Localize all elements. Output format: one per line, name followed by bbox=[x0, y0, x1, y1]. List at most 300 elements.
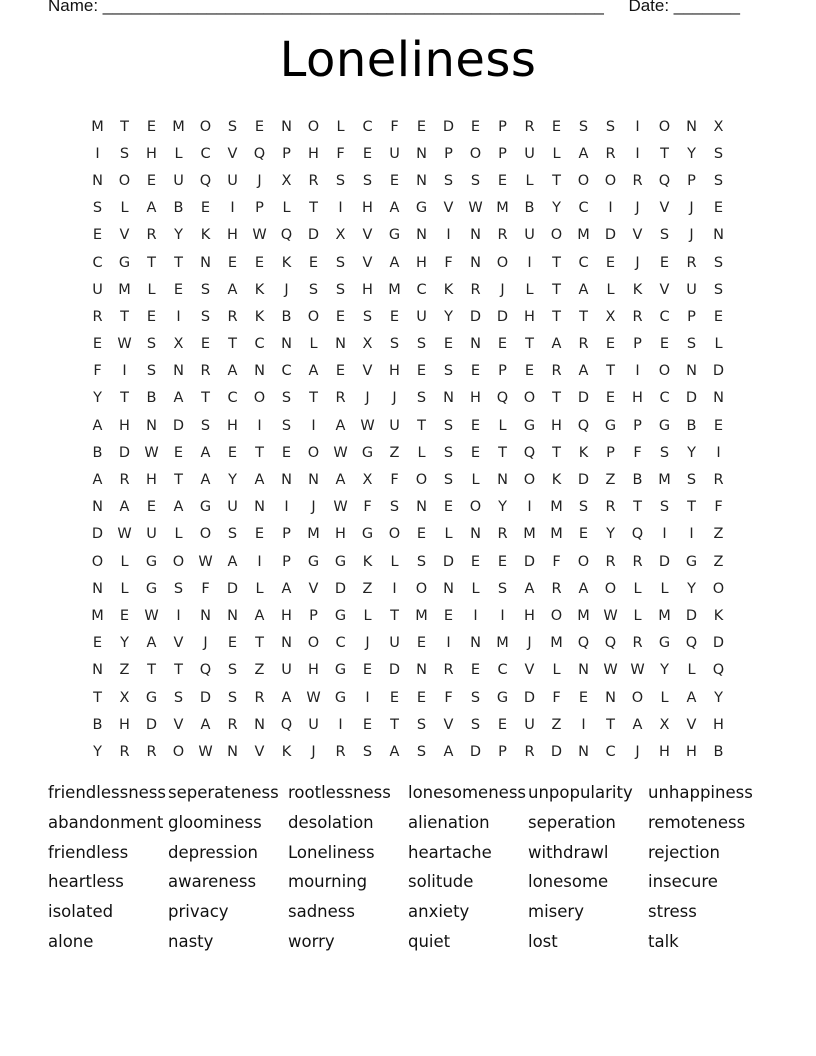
grid-letter: Q bbox=[685, 635, 698, 652]
grid-letter: E bbox=[443, 607, 454, 624]
grid-letter: R bbox=[497, 227, 508, 244]
grid-letter: X bbox=[362, 336, 373, 353]
grid-letter: C bbox=[362, 118, 373, 135]
grid-letter: E bbox=[713, 308, 724, 325]
grid-letter: L bbox=[120, 200, 129, 217]
word-list-item: desolation bbox=[288, 813, 374, 833]
grid-letter: W bbox=[603, 662, 618, 679]
grid-letter: I bbox=[689, 526, 694, 543]
grid-letter: N bbox=[254, 716, 265, 733]
grid-letter: R bbox=[470, 281, 481, 298]
grid-letter: V bbox=[362, 227, 373, 244]
grid-letter: T bbox=[174, 662, 183, 679]
grid-letter: O bbox=[415, 580, 428, 597]
grid-letter: T bbox=[687, 499, 696, 516]
grid-letter: Q bbox=[523, 444, 536, 461]
grid-letter: G bbox=[334, 553, 347, 570]
grid-letter: J bbox=[311, 743, 316, 760]
grid-letter: I bbox=[257, 417, 262, 434]
word-list-item: heartache bbox=[408, 842, 492, 862]
grid-letter: A bbox=[389, 743, 400, 760]
grid-letter: M bbox=[118, 281, 131, 298]
grid-letter: O bbox=[658, 118, 671, 135]
grid-letter: L bbox=[606, 281, 615, 298]
grid-letter: A bbox=[389, 254, 400, 271]
grid-letter: D bbox=[469, 308, 482, 325]
grid-letter: V bbox=[632, 227, 643, 244]
grid-letter: Q bbox=[577, 635, 590, 652]
grid-letter: O bbox=[388, 526, 401, 543]
grid-letter: E bbox=[443, 336, 454, 353]
grid-letter: E bbox=[254, 254, 265, 271]
grid-letter: X bbox=[119, 689, 130, 706]
grid-letter: J bbox=[635, 254, 640, 271]
grid-letter: E bbox=[551, 118, 562, 135]
grid-letter: J bbox=[203, 635, 208, 652]
grid-letter: E bbox=[470, 118, 481, 135]
grid-letter: P bbox=[498, 743, 507, 760]
grid-letter: F bbox=[93, 363, 102, 380]
grid-letter: U bbox=[281, 662, 292, 679]
grid-letter: A bbox=[173, 390, 184, 407]
grid-letter: S bbox=[416, 336, 427, 353]
grid-letter: O bbox=[307, 118, 320, 135]
word-list-item: alone bbox=[48, 931, 94, 951]
grid-letter: M bbox=[658, 607, 671, 624]
grid-letter: C bbox=[578, 200, 589, 217]
grid-letter: L bbox=[174, 145, 183, 162]
grid-letter: H bbox=[389, 363, 400, 380]
grid-letter: E bbox=[605, 390, 616, 407]
grid-letter: S bbox=[281, 390, 292, 407]
grid-letter: H bbox=[524, 607, 535, 624]
grid-letter: K bbox=[362, 553, 373, 570]
grid-letter: R bbox=[632, 308, 643, 325]
grid-letter: E bbox=[254, 526, 265, 543]
grid-letter: I bbox=[473, 607, 478, 624]
grid-letter: T bbox=[390, 716, 399, 733]
grid-letter: O bbox=[307, 308, 320, 325]
grid-letter: N bbox=[686, 363, 697, 380]
grid-letter: O bbox=[550, 607, 563, 624]
grid-letter: L bbox=[660, 580, 669, 597]
grid-letter: N bbox=[92, 662, 103, 679]
grid-letter: N bbox=[416, 145, 427, 162]
grid-letter: H bbox=[362, 200, 373, 217]
grid-letter: S bbox=[713, 281, 724, 298]
grid-letter: S bbox=[443, 472, 454, 489]
grid-letter: N bbox=[281, 336, 292, 353]
grid-letter: Q bbox=[604, 635, 617, 652]
grid-letter: E bbox=[578, 526, 589, 543]
grid-letter: T bbox=[552, 444, 561, 461]
grid-letter: V bbox=[524, 662, 535, 679]
word-list-item: heartless bbox=[48, 872, 124, 892]
grid-letter: E bbox=[659, 336, 670, 353]
grid-letter: A bbox=[173, 499, 184, 516]
grid-letter: K bbox=[281, 743, 292, 760]
grid-letter: S bbox=[578, 118, 589, 135]
word-list-item: seperation bbox=[528, 813, 616, 833]
grid-letter: P bbox=[498, 363, 507, 380]
grid-letter: A bbox=[686, 689, 697, 706]
grid-letter: B bbox=[686, 417, 697, 434]
grid-letter: Z bbox=[713, 553, 724, 570]
grid-letter: A bbox=[92, 472, 103, 489]
grid-letter: B bbox=[92, 444, 103, 461]
grid-letter: J bbox=[257, 172, 262, 189]
grid-letter: P bbox=[687, 308, 696, 325]
word-list-item: Loneliness bbox=[288, 842, 375, 862]
grid-letter: W bbox=[144, 607, 159, 624]
grid-letter: E bbox=[497, 336, 508, 353]
grid-letter: Y bbox=[93, 390, 102, 407]
grid-letter: S bbox=[659, 499, 670, 516]
grid-letter: O bbox=[712, 580, 725, 597]
grid-letter: E bbox=[146, 499, 157, 516]
grid-letter: I bbox=[338, 200, 343, 217]
grid-letter: T bbox=[633, 499, 642, 516]
grid-letter: S bbox=[308, 281, 319, 298]
grid-letter: N bbox=[281, 118, 292, 135]
grid-letter: L bbox=[282, 200, 291, 217]
grid-letter: E bbox=[416, 526, 427, 543]
grid-letter: S bbox=[281, 417, 292, 434]
grid-letter: W bbox=[468, 200, 483, 217]
grid-letter: Q bbox=[577, 417, 590, 434]
word-list-item: unhappiness bbox=[648, 783, 753, 803]
grid-letter: V bbox=[227, 145, 238, 162]
grid-letter: E bbox=[416, 363, 427, 380]
grid-letter: J bbox=[689, 200, 694, 217]
grid-letter: N bbox=[713, 227, 724, 244]
grid-letter: S bbox=[173, 580, 184, 597]
grid-letter: Q bbox=[199, 662, 212, 679]
word-list-item: mourning bbox=[288, 872, 368, 892]
grid-letter: S bbox=[389, 499, 400, 516]
grid-letter: O bbox=[199, 526, 212, 543]
grid-letter: V bbox=[659, 281, 670, 298]
grid-letter: J bbox=[500, 281, 505, 298]
grid-letter: H bbox=[227, 417, 238, 434]
grid-letter: S bbox=[470, 716, 481, 733]
grid-letter: K bbox=[200, 227, 211, 244]
grid-letter: A bbox=[200, 472, 211, 489]
grid-letter: D bbox=[685, 390, 698, 407]
grid-letter: L bbox=[147, 281, 156, 298]
grid-letter: A bbox=[146, 635, 157, 652]
grid-letter: X bbox=[173, 336, 184, 353]
grid-letter: L bbox=[552, 662, 561, 679]
grid-letter: L bbox=[525, 281, 534, 298]
grid-letter: E bbox=[659, 254, 670, 271]
grid-letter: D bbox=[91, 526, 104, 543]
grid-letter: S bbox=[227, 118, 238, 135]
grid-letter: K bbox=[713, 607, 724, 624]
grid-letter: A bbox=[551, 336, 562, 353]
grid-letter: C bbox=[605, 743, 616, 760]
grid-letter: A bbox=[200, 444, 211, 461]
grid-letter: Z bbox=[362, 580, 373, 597]
grid-letter: H bbox=[524, 308, 535, 325]
word-list-item: insecure bbox=[648, 872, 718, 892]
grid-letter: X bbox=[281, 172, 292, 189]
grid-letter: E bbox=[470, 444, 481, 461]
grid-letter: L bbox=[714, 336, 723, 353]
grid-letter: L bbox=[417, 444, 426, 461]
grid-letter: R bbox=[551, 363, 562, 380]
grid-letter: R bbox=[632, 635, 643, 652]
grid-letter: E bbox=[92, 336, 103, 353]
grid-letter: Q bbox=[496, 390, 509, 407]
grid-letter: W bbox=[117, 336, 132, 353]
grid-letter: S bbox=[416, 716, 427, 733]
grid-letter: R bbox=[443, 662, 454, 679]
grid-letter: M bbox=[91, 118, 104, 135]
grid-letter: O bbox=[550, 227, 563, 244]
grid-letter: N bbox=[416, 662, 427, 679]
grid-letter: T bbox=[552, 390, 561, 407]
grid-letter: H bbox=[119, 417, 130, 434]
grid-letter: S bbox=[146, 363, 157, 380]
grid-letter: E bbox=[146, 308, 157, 325]
grid-letter: H bbox=[119, 716, 130, 733]
grid-letter: L bbox=[471, 472, 480, 489]
grid-letter: I bbox=[95, 145, 100, 162]
grid-letter: T bbox=[390, 607, 399, 624]
grid-letter: Y bbox=[606, 526, 615, 543]
grid-letter: O bbox=[91, 553, 104, 570]
grid-letter: H bbox=[686, 743, 697, 760]
grid-letter: E bbox=[92, 635, 103, 652]
grid-letter: M bbox=[415, 607, 428, 624]
grid-letter: U bbox=[389, 145, 400, 162]
word-list-item: awareness bbox=[168, 872, 257, 892]
grid-letter: O bbox=[307, 444, 320, 461]
grid-letter: O bbox=[469, 145, 482, 162]
grid-letter: Q bbox=[658, 172, 671, 189]
grid-letter: O bbox=[307, 635, 320, 652]
grid-letter: E bbox=[173, 281, 184, 298]
grid-letter: P bbox=[444, 145, 453, 162]
grid-letter: B bbox=[173, 200, 184, 217]
grid-letter: E bbox=[524, 363, 535, 380]
grid-letter: S bbox=[470, 689, 481, 706]
grid-letter: Y bbox=[93, 743, 102, 760]
grid-letter: T bbox=[120, 390, 129, 407]
grid-letter: J bbox=[635, 743, 640, 760]
grid-letter: G bbox=[415, 200, 428, 217]
grid-letter: K bbox=[254, 281, 265, 298]
grid-letter: E bbox=[362, 145, 373, 162]
grid-letter: G bbox=[145, 580, 158, 597]
grid-letter: Z bbox=[713, 526, 724, 543]
grid-letter: P bbox=[282, 553, 291, 570]
grid-letter: A bbox=[254, 607, 265, 624]
word-list-item: alienation bbox=[408, 813, 490, 833]
grid-letter: S bbox=[605, 118, 616, 135]
grid-letter: R bbox=[119, 743, 130, 760]
grid-letter: J bbox=[311, 499, 316, 516]
grid-letter: N bbox=[470, 526, 481, 543]
word-list bbox=[48, 778, 768, 956]
grid-letter: F bbox=[444, 254, 453, 271]
grid-letter: U bbox=[146, 526, 157, 543]
grid-letter: E bbox=[227, 444, 238, 461]
grid-letter: A bbox=[200, 716, 211, 733]
grid-letter: A bbox=[578, 363, 589, 380]
grid-letter: R bbox=[335, 743, 346, 760]
grid-letter: E bbox=[416, 635, 427, 652]
grid-letter: D bbox=[712, 635, 725, 652]
grid-letter: I bbox=[176, 607, 181, 624]
grid-letter: D bbox=[577, 472, 590, 489]
grid-letter: Q bbox=[280, 716, 293, 733]
grid-letter: O bbox=[523, 390, 536, 407]
grid-letter: A bbox=[281, 580, 292, 597]
letter-grid bbox=[84, 113, 732, 766]
grid-letter: O bbox=[172, 743, 185, 760]
grid-letter: K bbox=[551, 472, 562, 489]
word-list-item: depression bbox=[168, 842, 259, 862]
grid-letter: S bbox=[713, 172, 724, 189]
grid-letter: F bbox=[390, 118, 399, 135]
grid-letter: N bbox=[578, 662, 589, 679]
word-list-item: solitude bbox=[408, 872, 474, 892]
grid-letter: M bbox=[496, 200, 509, 217]
grid-letter: F bbox=[336, 145, 345, 162]
grid-letter: N bbox=[470, 254, 481, 271]
grid-letter: S bbox=[335, 254, 346, 271]
grid-letter: Q bbox=[253, 145, 266, 162]
grid-letter: R bbox=[524, 118, 535, 135]
grid-letter: N bbox=[416, 499, 427, 516]
grid-letter: T bbox=[255, 444, 264, 461]
grid-letter: Y bbox=[660, 662, 669, 679]
grid-letter: P bbox=[282, 145, 291, 162]
grid-letter: M bbox=[550, 526, 563, 543]
grid-letter: A bbox=[443, 743, 454, 760]
grid-letter: R bbox=[578, 336, 589, 353]
grid-letter: S bbox=[146, 336, 157, 353]
word-list-item: gloominess bbox=[168, 813, 262, 833]
grid-letter: A bbox=[632, 716, 643, 733]
grid-letter: Z bbox=[389, 444, 400, 461]
word-list-item: nasty bbox=[168, 931, 214, 951]
grid-letter: L bbox=[390, 553, 399, 570]
grid-letter: R bbox=[308, 172, 319, 189]
grid-letter: T bbox=[120, 308, 129, 325]
grid-letter: I bbox=[716, 444, 721, 461]
word-list-item: quiet bbox=[408, 931, 451, 951]
grid-letter: O bbox=[604, 580, 617, 597]
grid-letter: H bbox=[308, 662, 319, 679]
grid-letter: E bbox=[470, 417, 481, 434]
grid-letter: E bbox=[92, 227, 103, 244]
grid-letter: S bbox=[470, 172, 481, 189]
grid-letter: N bbox=[470, 227, 481, 244]
grid-letter: S bbox=[227, 689, 238, 706]
name-field: Name: _____________________________________________________ bbox=[48, 0, 604, 15]
grid-letter: E bbox=[200, 200, 211, 217]
grid-letter: D bbox=[118, 444, 131, 461]
grid-letter: E bbox=[146, 118, 157, 135]
grid-letter: T bbox=[147, 662, 156, 679]
grid-letter: E bbox=[389, 172, 400, 189]
grid-letter: M bbox=[523, 526, 536, 543]
grid-letter: E bbox=[362, 662, 373, 679]
grid-letter: B bbox=[632, 472, 643, 489]
grid-letter: N bbox=[497, 472, 508, 489]
grid-letter: Z bbox=[551, 716, 562, 733]
grid-letter: D bbox=[712, 363, 725, 380]
grid-letter: P bbox=[687, 172, 696, 189]
grid-letter: C bbox=[659, 390, 670, 407]
grid-letter: S bbox=[362, 172, 373, 189]
grid-letter: K bbox=[632, 281, 643, 298]
grid-letter: S bbox=[686, 336, 697, 353]
grid-letter: D bbox=[442, 118, 455, 135]
grid-letter: A bbox=[92, 417, 103, 434]
grid-letter: S bbox=[416, 743, 427, 760]
grid-letter: W bbox=[360, 417, 375, 434]
page-title: Loneliness bbox=[279, 32, 537, 88]
grid-letter: I bbox=[284, 499, 289, 516]
word-list-item: withdrawl bbox=[528, 842, 609, 862]
grid-letter: T bbox=[174, 254, 183, 271]
grid-letter: S bbox=[119, 145, 130, 162]
grid-letter: L bbox=[525, 172, 534, 189]
grid-letter: N bbox=[470, 336, 481, 353]
grid-letter: R bbox=[227, 308, 238, 325]
grid-letter: H bbox=[227, 227, 238, 244]
grid-letter: E bbox=[389, 308, 400, 325]
grid-letter: R bbox=[119, 472, 130, 489]
grid-letter: A bbox=[254, 472, 265, 489]
grid-letter: O bbox=[577, 172, 590, 189]
grid-letter: N bbox=[254, 363, 265, 380]
grid-letter: G bbox=[496, 689, 509, 706]
grid-letter: I bbox=[662, 526, 667, 543]
grid-letter: U bbox=[524, 227, 535, 244]
grid-letter: O bbox=[604, 172, 617, 189]
grid-letter: G bbox=[307, 553, 320, 570]
grid-letter: D bbox=[145, 716, 158, 733]
grid-letter: G bbox=[361, 444, 374, 461]
grid-letter: A bbox=[227, 281, 238, 298]
grid-letter: O bbox=[658, 363, 671, 380]
grid-letter: U bbox=[389, 635, 400, 652]
grid-letter: N bbox=[92, 499, 103, 516]
grid-letter: T bbox=[174, 472, 183, 489]
grid-letter: N bbox=[227, 743, 238, 760]
grid-letter: W bbox=[630, 662, 645, 679]
word-list-item: sadness bbox=[288, 902, 355, 922]
grid-letter: R bbox=[605, 145, 616, 162]
grid-letter: N bbox=[416, 227, 427, 244]
grid-letter: D bbox=[199, 689, 212, 706]
grid-letter: W bbox=[144, 444, 159, 461]
grid-letter: N bbox=[200, 607, 211, 624]
grid-letter: A bbox=[335, 472, 346, 489]
word-list-item: anxiety bbox=[408, 902, 470, 922]
grid-letter: L bbox=[687, 662, 696, 679]
grid-letter: T bbox=[525, 336, 534, 353]
grid-letter: L bbox=[174, 526, 183, 543]
grid-letter: J bbox=[365, 390, 370, 407]
grid-letter: T bbox=[228, 336, 237, 353]
grid-letter: D bbox=[577, 390, 590, 407]
